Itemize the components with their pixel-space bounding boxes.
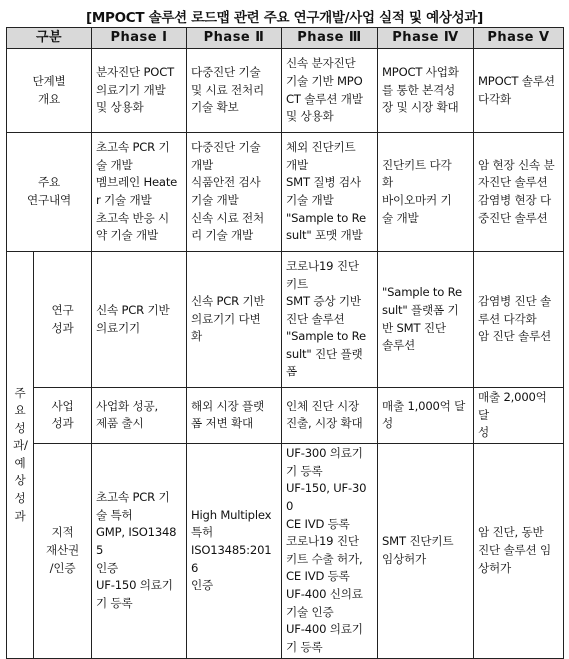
cell-line: ISO13485:2016 — [191, 542, 272, 575]
cell-line: 주요 — [38, 175, 60, 190]
table-row-business-results — [7, 388, 564, 444]
cell-line: 의료기기 — [96, 320, 140, 335]
cell-line: 성과 — [51, 320, 74, 335]
cell-line: SMT 질병 검사 — [286, 175, 361, 190]
cell-line: 기술 개발 — [286, 193, 334, 207]
cell-line: sult" 플랫폼 기 — [382, 302, 459, 317]
cell-line: 기 등록 — [286, 639, 323, 654]
cell-line: 기 등록 — [96, 595, 133, 610]
ip-phase-2 — [187, 443, 282, 658]
cell-line: UF-150 의료기 — [96, 578, 173, 593]
cell-line: 성과 — [51, 416, 74, 431]
cell-line: 리 기술 개발 — [191, 228, 253, 243]
roadmap-table — [6, 27, 564, 659]
cell-line: 코로나19 진단 — [286, 534, 359, 549]
cell-line: 기술 기반 MPO — [286, 73, 363, 88]
cell-line: 다중진단 기술 — [191, 65, 261, 80]
research-results-phase-1 — [92, 252, 187, 388]
cell-line: MPOCT 솔루션 — [478, 73, 555, 88]
cell-line: 의료기기 개발 — [96, 82, 166, 97]
business-results-phase-3 — [282, 388, 378, 444]
cell-line: 바이오마커 기 — [382, 193, 452, 207]
cell-line: 인증 — [96, 560, 118, 575]
cell-line: "Sample to Re — [286, 329, 366, 344]
cell-line: 상허가 — [478, 560, 511, 575]
row-label-ip — [34, 443, 92, 658]
cell-line: 기 등록 — [286, 463, 323, 478]
cell-line: 키트 수출 허가, — [286, 551, 363, 566]
row-label-research-results — [34, 252, 92, 388]
header-phase-1: Phase Ⅰ — [92, 28, 187, 49]
research-phase-2 — [187, 133, 282, 252]
cell-line: 제품 출시 — [96, 416, 144, 431]
cell-line: 암 현장 신속 분 — [478, 157, 555, 172]
cell-line: 및 상용화 — [96, 100, 144, 115]
cell-line: 다중진단 기술 — [191, 140, 261, 155]
cell-line: UF-150, UF-300 — [286, 481, 367, 513]
cell-line: 임상허가 — [382, 551, 426, 566]
cell-line: 분자진단 POCT — [96, 65, 174, 80]
cell-line: 해외 시장 플랫 — [191, 398, 264, 413]
document-title: [MPOCT 솔루션 로드맵 관련 주요 연구개발/사업 실적 및 예상성과] — [85, 10, 484, 26]
cell-line: 특허 — [191, 525, 213, 540]
business-results-phase-1 — [92, 388, 187, 444]
cell-line: 사업화 성공, — [96, 398, 158, 413]
cell-line: "Sample to Re — [286, 210, 366, 225]
cell-line: 폼 — [286, 364, 297, 379]
cell-line: 성 — [382, 416, 393, 431]
cell-line: 암 진단 솔루션 — [478, 329, 551, 344]
cell-line: 화 — [382, 175, 393, 190]
cell-line: 장 및 시장 확대 — [382, 100, 459, 115]
research-phase-5 — [474, 133, 564, 252]
overview-phase-5 — [474, 49, 564, 133]
cell-line: 지적 — [51, 525, 74, 540]
header-phase-5: Phase Ⅴ — [474, 28, 564, 49]
business-results-phase-2 — [187, 388, 282, 444]
row-label-overview — [7, 49, 92, 133]
cell-line: 및 시료 전처리 — [191, 82, 264, 97]
overview-phase-4 — [378, 49, 474, 133]
ip-phase-1 — [92, 443, 187, 658]
research-phase-4 — [378, 133, 474, 252]
outcomes-group-text: 주요성과/예상성과 — [13, 385, 28, 523]
cell-line: 다각화 — [478, 91, 511, 106]
cell-line: 진출, 시장 확대 — [286, 416, 363, 431]
cell-line: 개발 — [286, 157, 308, 172]
cell-line: SMT 진단키트 — [382, 534, 454, 549]
cell-line: 재산권 — [46, 542, 79, 557]
cell-line: GMP, ISO13485 — [96, 525, 177, 557]
header-phase-3: Phase Ⅲ — [282, 28, 378, 49]
cell-line: 폼 저변 확대 — [191, 416, 253, 431]
cell-line: 신속 시료 전처 — [191, 210, 264, 225]
cell-line: 루션 다각화 — [478, 311, 537, 326]
business-results-phase-4 — [378, 388, 474, 444]
cell-line: 의료기기 다변 — [191, 311, 261, 326]
cell-line: 자진단 솔루션 — [478, 175, 548, 190]
research-results-phase-4 — [378, 252, 474, 388]
cell-line: 신속 분자진단 — [286, 56, 356, 71]
research-phase-1 — [92, 133, 187, 252]
cell-line: UF-400 신의료 — [286, 586, 363, 601]
cell-line: 초고속 PCR 기 — [96, 490, 170, 505]
overview-phase-2 — [187, 49, 282, 133]
business-results-phase-5 — [474, 388, 564, 444]
overview-phase-1 — [92, 49, 187, 133]
cell-line: 진단키트 다각 — [382, 157, 452, 172]
cell-line: 개요 — [38, 91, 60, 106]
table-row-ip — [7, 443, 564, 658]
research-results-phase-2 — [187, 252, 282, 388]
cell-line: 진단 솔루션 임 — [478, 542, 551, 557]
cell-line: High Multiplex — [191, 507, 272, 522]
cell-line: 기술 개발 — [191, 193, 239, 207]
cell-line: 술 특허 — [96, 507, 133, 522]
cell-line: CE IVD 등록 — [286, 569, 350, 584]
cell-line: 단계별 — [32, 73, 66, 88]
header-phase-4: Phase Ⅳ — [378, 28, 474, 49]
cell-line: 인증 — [191, 578, 213, 593]
cell-line: 중진단 솔루션 — [478, 210, 548, 225]
cell-line: sult" 진단 플랫 — [286, 346, 363, 361]
cell-line: 술 개발 — [382, 210, 419, 225]
cell-line: 술 개발 — [96, 157, 133, 172]
cell-line: 연구 — [51, 302, 74, 317]
cell-line: 화 — [191, 329, 202, 344]
cell-line: 성 — [478, 425, 489, 440]
row-label-research — [7, 133, 92, 252]
cell-line: 키트 — [286, 276, 308, 291]
cell-line: 반 SMT 진단 — [382, 320, 446, 335]
cell-line: 연구내역 — [27, 193, 71, 207]
cell-line: 감염병 현장 다 — [478, 193, 551, 207]
cell-line: 초고속 반응 시 — [96, 210, 169, 225]
ip-phase-5 — [474, 443, 564, 658]
header-category: 구분 — [7, 28, 92, 49]
cell-line: 초고속 PCR 기 — [96, 140, 170, 155]
cell-line: 코로나19 진단 — [286, 258, 359, 273]
table-header-row — [7, 28, 564, 49]
cell-line: 진단 솔루션 — [286, 311, 345, 326]
overview-phase-3 — [282, 49, 378, 133]
cell-line: 체외 진단키트 — [286, 140, 356, 155]
row-label-business-results — [34, 388, 92, 444]
cell-line: r 기술 개발 — [96, 193, 152, 207]
cell-line: 약 기술 개발 — [96, 228, 158, 243]
cell-line: "Sample to Re — [382, 285, 462, 300]
row-group-label-outcomes — [7, 252, 34, 659]
cell-line: MPOCT 사업화 — [382, 65, 459, 80]
table-row-research-results — [7, 252, 564, 388]
cell-line: CT 솔루션 개발 — [286, 91, 363, 106]
cell-line: 솔루션 — [382, 338, 415, 353]
cell-line: 사업 — [51, 398, 74, 413]
ip-phase-4 — [378, 443, 474, 658]
cell-line: 암 진단, 동반 — [478, 525, 544, 540]
cell-line: 및 상용화 — [286, 109, 334, 124]
ip-phase-3 — [282, 443, 378, 658]
cell-line: 를 통한 본격성 — [382, 82, 455, 97]
cell-line: SMT 증상 기반 — [286, 294, 361, 309]
research-results-phase-5 — [474, 252, 564, 388]
cell-line: 매출 1,000억 달 — [382, 398, 466, 413]
cell-line: 매출 2,000억 달 — [478, 390, 547, 422]
table-row-research — [7, 133, 564, 252]
cell-line: 기술 확보 — [191, 100, 239, 115]
cell-line: 멤브레인 Heate — [96, 175, 178, 190]
cell-line: 신속 PCR 기반 — [96, 302, 170, 317]
cell-line: /인증 — [49, 560, 76, 575]
table-row-overview — [7, 49, 564, 133]
cell-line: CE IVD 등록 — [286, 516, 350, 531]
cell-line: 인체 진단 시장 — [286, 398, 359, 413]
cell-line: 신속 PCR 기반 — [191, 294, 265, 309]
cell-line: 개발 — [191, 157, 213, 172]
cell-line: UF-300 의료기 — [286, 446, 363, 461]
cell-line: 식품안전 검사 — [191, 175, 261, 190]
research-phase-3 — [282, 133, 378, 252]
cell-line: 감염병 진단 솔 — [478, 294, 551, 309]
cell-line: sult" 포맷 개발 — [286, 228, 363, 243]
cell-line: UF-400 의료기 — [286, 622, 363, 637]
research-results-phase-3 — [282, 252, 378, 388]
cell-line: 기술 인증 — [286, 604, 334, 619]
header-phase-2: Phase Ⅱ — [187, 28, 282, 49]
